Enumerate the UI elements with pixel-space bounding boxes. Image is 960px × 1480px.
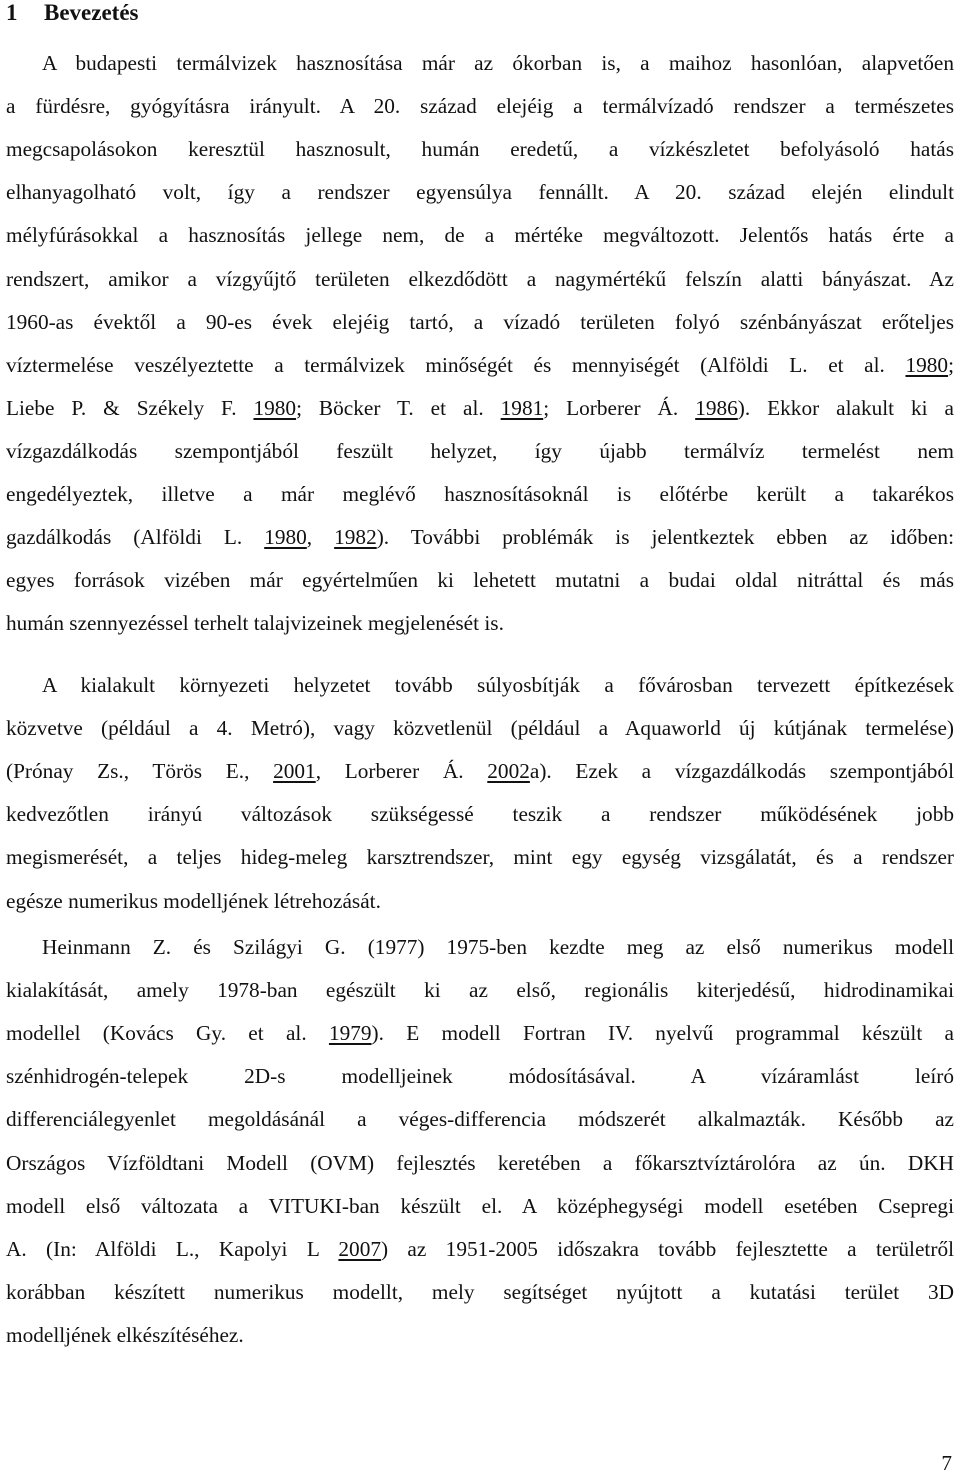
text-run: A. (In: Alföldi L., Kapolyi L: [6, 1236, 339, 1261]
text-line: [6, 1055, 954, 1098]
text-line: [42, 42, 954, 85]
citation-year: 1979: [328, 1021, 372, 1046]
text-run: ,: [306, 525, 335, 550]
text-run: elhanyagolható volt, így a rendszer egyensúlya fennállt. A 20. század elején elindult: [6, 180, 954, 205]
text-line: [6, 85, 954, 128]
text-line: [6, 214, 954, 257]
text-line: [42, 664, 954, 707]
text-line: [6, 1012, 954, 1055]
text-line: [6, 559, 954, 602]
citation-year: 1981: [500, 395, 544, 420]
text-run: humán szennyezéssel terhelt talajvizeinek megjelenését is.: [6, 611, 504, 636]
citation-year: 1980: [264, 525, 307, 550]
citation-year: 1982: [334, 525, 377, 550]
citation-year: 1980: [905, 352, 949, 377]
text-run: megcsapolásokon keresztül hasznosult, humán eredetű, a vízkészletet befolyásoló hatás: [6, 137, 954, 162]
section-title: Bevezetés: [44, 0, 139, 25]
text-line: [6, 1185, 954, 1228]
citation-year: 2007: [338, 1236, 381, 1261]
text-line: [6, 707, 954, 750]
text-run: modell első változata a VITUKI-ban készült el. A középhegységi modell esetében Csepregi: [6, 1193, 954, 1218]
text-run: A kialakult környezeti helyzetet tovább súlyosbítják a fővárosban tervezett építkezések: [42, 673, 954, 697]
text-line: [6, 516, 954, 559]
section-heading: [6, 0, 139, 28]
citation-year: 2001: [273, 759, 316, 784]
text-run: ). További problémák is jelentkeztek ebben az időben:: [376, 525, 954, 550]
text-line: [6, 836, 954, 879]
section-number: 1: [6, 0, 18, 25]
text-line: [6, 301, 954, 344]
text-run: gazdálkodás (Alföldi L.: [6, 525, 265, 550]
text-run: differenciálegyenlet megoldásánál a véges-differencia módszerét alkalmazták. Később az: [6, 1107, 954, 1132]
text-line: [6, 258, 954, 301]
text-run: mélyfúrásokkal a hasznosítás jellege nem, de a mértéke megváltozott. Jelentős hatás érte a: [6, 223, 954, 248]
text-run: a fürdésre, gyógyításra irányult. A 20. század elejéig a termálvízadó rendszer a természetes: [6, 94, 954, 119]
text-line: [6, 750, 954, 793]
citation-year: 2002: [487, 759, 530, 784]
text-run: A budapesti termálvizek hasznosítása már az ókorban is, a maihoz hasonlóan, alapvetően: [42, 51, 954, 75]
text-line: [6, 880, 954, 923]
text-run: engedélyeztek, illetve a már meglévő hasznosításoknál is előtérbe került a takarékos: [6, 482, 954, 506]
text-run: szénhidrogén-telepek 2D-s modelljeinek módosításával. A vízáramlást leíró: [6, 1064, 954, 1089]
text-run: kialakítását, amely 1978-ban egészült ki az első, regionális kiterjedésű, hidrodinamikai: [6, 978, 954, 1003]
text-line: [6, 128, 954, 171]
text-run: ). Ekkor alakult ki a: [737, 395, 954, 420]
text-line: [6, 1314, 954, 1357]
text-line: [6, 969, 954, 1012]
page-number: 7: [941, 1451, 952, 1475]
text-line: [6, 602, 954, 645]
text-line: [6, 430, 954, 473]
text-run: egésze numerikus modelljének létrehozását.: [6, 888, 381, 913]
text-run: ) az 1951-2005 időszakra tovább fejlesztette a területről: [380, 1236, 954, 1261]
text-run: ). E modell Fortran IV. nyelvű programmal készült a: [371, 1021, 954, 1046]
text-line: [6, 1142, 954, 1185]
text-run: korábban készített numerikus modellt, mely segítséget nyújtott a kutatási terület 3D: [6, 1279, 954, 1304]
text-line: [6, 387, 954, 430]
text-run: ; Lorberer Á.: [543, 395, 696, 420]
text-run: egyes források vizében már egyértelműen ki lehetett mutatni a budai oldal nitráttal és más: [6, 568, 954, 593]
citation-year: 1986: [695, 395, 738, 420]
text-line: [42, 926, 954, 969]
text-line: [6, 171, 954, 214]
text-line: [6, 344, 954, 387]
text-run: ; Böcker T. et al.: [296, 395, 501, 420]
text-run: rendszert, amikor a vízgyűjtő területen elkezdődött a nagymértékű felszín alatti bányászat. Az: [6, 266, 954, 291]
text-run: kedvezőtlen irányú változások szükségessé teszik a rendszer működésének jobb: [6, 802, 954, 827]
text-line: [6, 1228, 954, 1271]
text-run: víztermelése veszélyeztette a termálvizek minőségét és mennyiségét (Alföldi L. et al.: [6, 352, 906, 377]
text-run: modelljének elkészítéséhez.: [6, 1322, 244, 1347]
text-run: vízgazdálkodás szempontjából feszült helyzet, így újabb termálvíz termelést nem: [6, 438, 954, 463]
text-run: közvetve (például a 4. Metró), vagy közvetlenül (például a Aquaworld új kútjának termelése): [6, 716, 954, 741]
text-run: ;: [948, 352, 954, 377]
text-run: Liebe P. & Székely F.: [6, 395, 254, 420]
text-line: [6, 1098, 954, 1141]
text-line: [6, 1271, 954, 1314]
text-run: modellel (Kovács Gy. et al.: [6, 1021, 329, 1046]
text-run: 1960-as évektől a 90-es évek elejéig tartó, a vízadó területen folyó szénbányászat erőteljes: [6, 309, 954, 334]
text-run: Heinmann Z. és Szilágyi G. (1977) 1975-ben kezdte meg az első numerikus modell: [42, 935, 954, 959]
text-line: [6, 473, 954, 516]
text-line: [6, 793, 954, 836]
text-run: a). Ezek a vízgazdálkodás szempontjából: [529, 759, 954, 784]
text-run: , Lorberer Á.: [315, 759, 488, 784]
text-run: (Prónay Zs., Törös E.,: [6, 759, 274, 784]
text-run: Országos Vízföldtani Modell (OVM) fejlesztés keretében a főkarsztvíztárolóra az ún. DKH: [6, 1150, 954, 1175]
citation-year: 1980: [253, 395, 297, 420]
text-run: megismerését, a teljes hideg-meleg karsztrendszer, mint egy egység vizsgálatát, és a rendszer: [6, 845, 954, 870]
